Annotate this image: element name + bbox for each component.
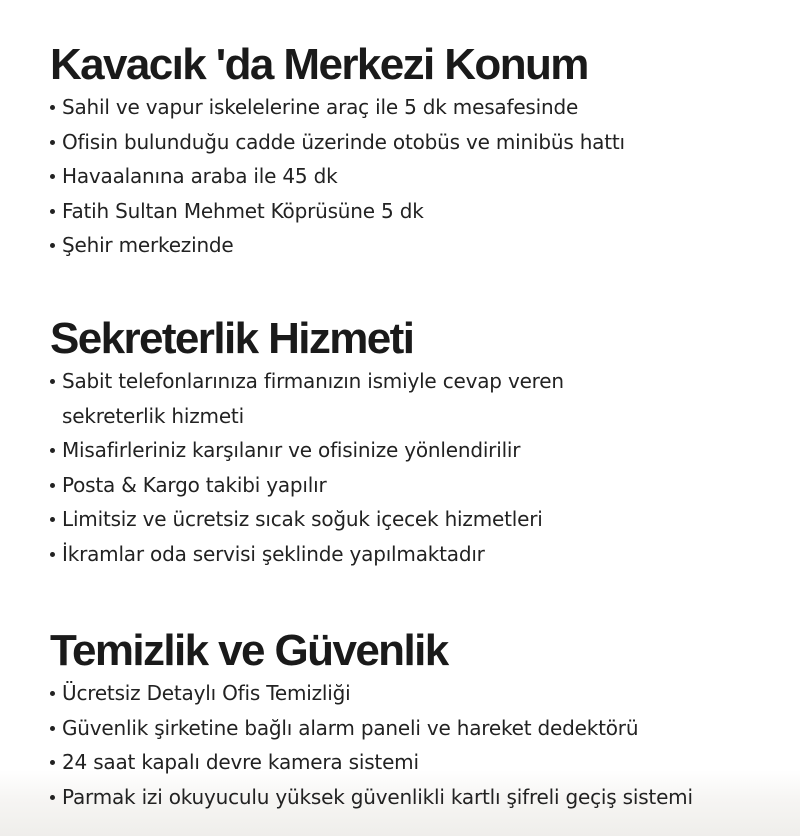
list-item-text: Havaalanına araba ile 45 dk xyxy=(62,164,338,189)
bullet-icon xyxy=(50,140,55,145)
bullet-icon xyxy=(50,691,55,696)
list-item-text: Misafirleriniz karşılanır ve ofisinize yönlendirilir xyxy=(62,438,521,463)
list-item xyxy=(50,90,770,125)
list-item-text: Sahil ve vapur iskelelerine araç ile 5 dk mesafesinde xyxy=(62,95,579,119)
bullet-icon xyxy=(50,174,55,179)
list-item xyxy=(50,468,770,503)
list-item xyxy=(50,676,770,711)
bullet-icon xyxy=(50,795,55,800)
list-item-text: Şehir merkezinde xyxy=(62,233,234,258)
list-item xyxy=(50,194,770,229)
bullet-icon xyxy=(50,105,55,110)
list-item xyxy=(50,433,770,468)
list-item-text: Ofisin bulunduğu cadde üzerinde otobüs ve minibüs hattı xyxy=(62,129,625,154)
section-heading: Kavacık 'da Merkezi Konum xyxy=(50,40,588,89)
bullet-icon xyxy=(50,760,55,765)
list-item xyxy=(50,228,770,263)
bullet-icon xyxy=(50,552,55,557)
list-item xyxy=(50,537,770,572)
list-item-text: Sabit telefonlarınıza firmanızın ismiyle cevap veren sekreterlik hizmeti xyxy=(62,369,564,428)
list-item xyxy=(50,780,770,815)
list-item xyxy=(50,125,770,160)
list-item xyxy=(50,159,770,194)
list-item-text: Fatih Sultan Mehmet Köprüsüne 5 dk xyxy=(62,198,424,223)
list-item xyxy=(50,364,622,433)
feature-list xyxy=(50,364,770,572)
list-item xyxy=(50,711,770,746)
list-item-text: Posta & Kargo takibi yapılır xyxy=(62,472,327,497)
bullet-icon xyxy=(50,209,55,214)
feature-list xyxy=(50,676,770,814)
section-secretary-service xyxy=(50,314,770,572)
section-heading: Temizlik ve Güvenlik xyxy=(50,626,448,675)
list-item xyxy=(50,745,770,780)
list-item-text: İkramlar oda servisi şeklinde yapılmaktadır xyxy=(62,541,485,566)
bullet-icon xyxy=(50,379,55,384)
list-item xyxy=(50,502,770,537)
list-item-text: Güvenlik şirketine bağlı alarm paneli ve hareket dedektörü xyxy=(62,715,639,740)
list-item-text: Parmak izi okuyuculu yüksek güvenlikli kartlı şifreli geçiş sistemi xyxy=(62,784,693,809)
bullet-icon xyxy=(50,448,55,453)
list-item-text: Ücretsiz Detaylı Ofis Temizliği xyxy=(62,681,351,705)
section-cleaning-security xyxy=(50,626,770,814)
section-heading: Sekreterlik Hizmeti xyxy=(50,314,414,363)
bullet-icon xyxy=(50,517,55,522)
bullet-icon xyxy=(50,726,55,731)
bullet-icon xyxy=(50,243,55,248)
section-central-location xyxy=(50,40,770,263)
bullet-icon xyxy=(50,483,55,488)
list-item-text: 24 saat kapalı devre kamera sistemi xyxy=(62,750,419,775)
list-item-text: Limitsiz ve ücretsiz sıcak soğuk içecek hizmetleri xyxy=(62,507,543,532)
feature-list xyxy=(50,90,770,263)
